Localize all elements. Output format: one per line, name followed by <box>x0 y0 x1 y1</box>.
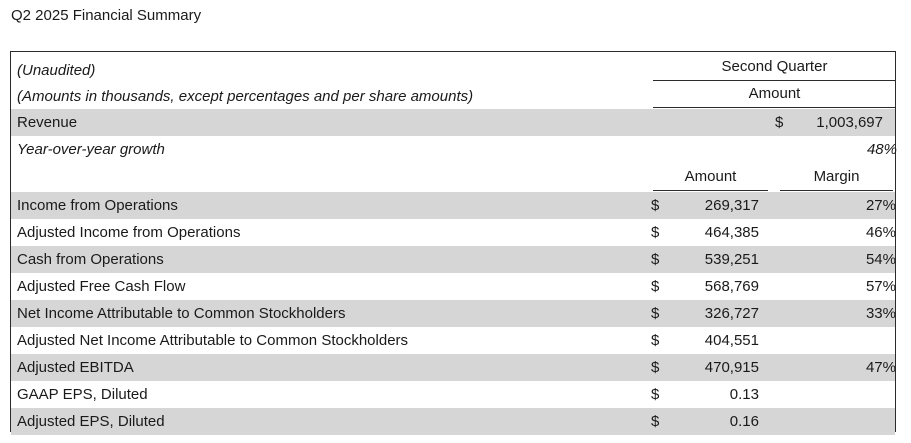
second-quarter-header: Second Quarter <box>653 54 896 81</box>
page-title: Q2 2025 Financial Summary <box>11 7 202 24</box>
amount-header: Amount <box>653 81 896 108</box>
revenue-currency: $ <box>775 114 784 131</box>
table-row <box>11 408 895 435</box>
row-amount: 404,551 <box>704 332 759 349</box>
row-label: Adjusted Income from Operations <box>17 224 241 241</box>
growth-value: 48% <box>866 141 897 158</box>
revenue-value: 1,003,697 <box>816 114 883 131</box>
row-label: Adjusted EPS, Diluted <box>17 413 165 430</box>
row-currency: $ <box>651 413 660 430</box>
revenue-label: Revenue <box>17 114 78 131</box>
table-row <box>11 327 895 354</box>
row-currency: $ <box>651 251 660 268</box>
row-margin: 27% <box>865 197 896 214</box>
row-margin: 57% <box>865 278 896 295</box>
row-amount: 0.13 <box>729 386 759 403</box>
table-row <box>11 273 895 300</box>
row-currency: $ <box>651 278 660 295</box>
table-row <box>11 354 895 381</box>
unaudited-label: (Unaudited) <box>17 62 96 79</box>
row-amount: 269,317 <box>704 197 759 214</box>
row-currency: $ <box>651 332 660 349</box>
row-currency: $ <box>651 197 660 214</box>
row-currency: $ <box>651 386 660 403</box>
row-margin: 47% <box>865 359 896 376</box>
revenue-row <box>11 109 895 136</box>
table-row <box>11 192 895 219</box>
row-label: Income from Operations <box>17 197 178 214</box>
row-label: Adjusted Net Income Attributable to Common Stockholders <box>17 332 409 349</box>
growth-label: Year-over-year growth <box>17 141 165 158</box>
table-row <box>11 300 895 327</box>
financial-summary-table <box>10 51 896 432</box>
amounts-note-label: (Amounts in thousands, except percentages and per share amounts) <box>17 88 474 105</box>
row-currency: $ <box>651 305 660 322</box>
row-label: Adjusted EBITDA <box>17 359 134 376</box>
row-amount: 464,385 <box>704 224 759 241</box>
row-amount: 470,915 <box>704 359 759 376</box>
table-row <box>11 219 895 246</box>
table-row <box>11 381 895 408</box>
row-amount: 0.16 <box>729 413 759 430</box>
row-amount: 539,251 <box>704 251 759 268</box>
row-label: Net Income Attributable to Common Stockholders <box>17 305 346 322</box>
row-label: GAAP EPS, Diluted <box>17 386 148 403</box>
table-row <box>11 246 895 273</box>
row-margin: 33% <box>865 305 896 322</box>
row-margin: 46% <box>865 224 896 241</box>
amount-subheader: Amount <box>653 164 768 191</box>
row-label: Cash from Operations <box>17 251 164 268</box>
row-amount: 326,727 <box>704 305 759 322</box>
margin-subheader: Margin <box>780 164 893 191</box>
row-label: Adjusted Free Cash Flow <box>17 278 186 295</box>
row-currency: $ <box>651 224 660 241</box>
row-amount: 568,769 <box>704 278 759 295</box>
growth-row <box>11 136 895 163</box>
row-currency: $ <box>651 359 660 376</box>
row-margin: 54% <box>865 251 896 268</box>
